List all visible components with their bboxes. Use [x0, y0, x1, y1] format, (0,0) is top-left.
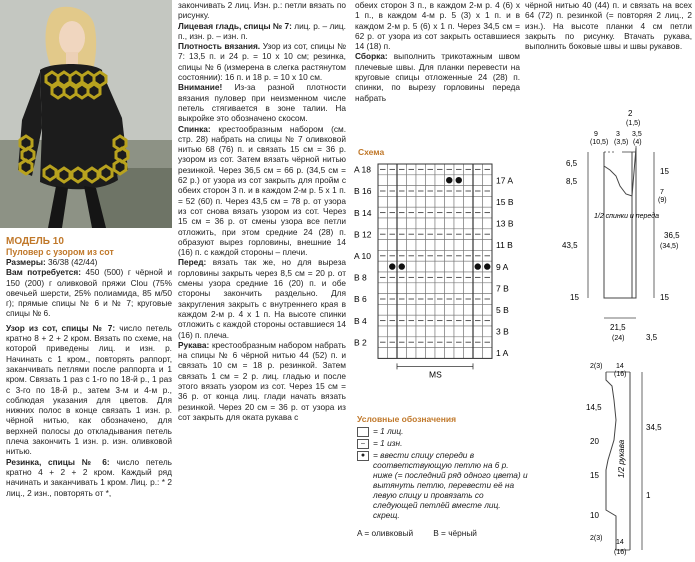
scheme-cell — [388, 283, 398, 294]
scheme-cell — [473, 283, 483, 294]
scheme-cell — [426, 240, 436, 251]
row-label-right: 3 B — [496, 326, 509, 337]
color-b-label: B = чёрный — [433, 528, 477, 538]
scheme-cell — [378, 218, 388, 229]
body-dim: (10,5) — [590, 139, 609, 146]
legend — [357, 426, 529, 538]
scheme-cell — [454, 240, 464, 251]
body-dim: 15 — [570, 293, 579, 302]
scheme-cell — [483, 196, 493, 207]
scheme-cell — [397, 196, 407, 207]
scheme-cell — [464, 175, 474, 186]
body-dim: 15 — [660, 167, 669, 176]
scheme-cell — [483, 283, 493, 294]
scheme-cell — [454, 283, 464, 294]
scheme-cell — [416, 304, 426, 315]
row-label-right: 5 B — [496, 305, 509, 316]
paragraph-rib — [6, 457, 172, 498]
column-4 — [525, 0, 692, 51]
scheme-cell — [445, 326, 455, 337]
dot-stitch — [446, 177, 452, 183]
model-photo — [0, 0, 172, 228]
scheme-cell — [378, 261, 388, 272]
legend-text: = ввести спицу спереди в соответствующую петлю на 6 р. ниже (= последний ряд одного цвета) и вытянуть петлю, перевести её на левую спицу и провязать со следующей петлёй вместе лиц. скрещ. — [373, 450, 528, 520]
scheme-cell — [416, 261, 426, 272]
knitting-scheme — [352, 160, 524, 380]
scheme-cell — [464, 196, 474, 207]
scheme-cell — [397, 218, 407, 229]
heading: Вам потребуется: — [6, 267, 81, 278]
scheme-cell — [388, 218, 398, 229]
body-dim: 2 — [628, 109, 633, 118]
legend-title: Условные обозначения — [357, 414, 457, 424]
scheme-cell — [407, 175, 417, 186]
scheme-cell — [454, 218, 464, 229]
scheme-cell — [416, 240, 426, 251]
column-1 — [6, 236, 172, 498]
row-label-right: 13 B — [496, 218, 514, 229]
legend-text: = 1 лиц. — [373, 426, 404, 436]
sleeve-dim: 14 — [616, 539, 624, 546]
scheme-cell — [397, 348, 407, 359]
legend-text: = 1 изн. — [373, 438, 403, 448]
scheme-cell — [407, 240, 417, 251]
paragraph-assembly — [355, 51, 520, 102]
paragraph-stockinette — [178, 21, 346, 42]
body-dim: 3,5 — [632, 131, 642, 138]
scheme-cell — [397, 326, 407, 337]
body-dim: 3 — [616, 131, 620, 138]
scheme-cell — [378, 326, 388, 337]
body-dim: (9) — [658, 197, 667, 204]
scheme-cell — [426, 326, 436, 337]
scheme-cell — [483, 348, 493, 359]
scheme-cell — [473, 326, 483, 337]
text: 450 (500) г чёрной и 150 (200) г оливковой пряжи Clou (75% овечьей шерсти, 25% полиамида, 85 м/50 г); прямые спицы № 6 и № 7; круговые спицы № 6. — [6, 267, 172, 319]
heading: Внимание! — [178, 82, 223, 93]
body-dim: 43,5 — [562, 241, 578, 250]
scheme-cell — [378, 196, 388, 207]
body-dim: (24) — [612, 335, 625, 342]
paragraph — [178, 0, 346, 21]
row-label-left: A 18 — [354, 164, 372, 175]
body-dim: (4) — [633, 139, 642, 146]
sleeve-piece-label: 1/2 рукава — [617, 439, 626, 478]
text: чёрной нитью 40 (44) п. и связать на всех 64 (72) п. резинкой (= повторяя 2 лиц., 2 изн.). На высоте планки 4 см петли закрыть по рисунку. Втачать рукава, выполнить боковые швы и швы рукавов. — [525, 0, 692, 52]
scheme-cell — [464, 218, 474, 229]
scheme-cell — [435, 283, 445, 294]
scheme-cell — [426, 196, 436, 207]
row-label-left: B 12 — [354, 229, 372, 240]
dot-stitch — [475, 263, 481, 269]
scheme-cell — [435, 196, 445, 207]
body-dim: 21,5 — [610, 323, 626, 332]
scheme-cell — [426, 261, 436, 272]
scheme-cell — [435, 261, 445, 272]
scheme-cell — [445, 240, 455, 251]
body-dim: (1,5) — [626, 120, 641, 127]
scheme-cell — [435, 218, 445, 229]
scheme-cell — [435, 304, 445, 315]
scheme-cell — [388, 240, 398, 251]
scheme-cell — [464, 348, 474, 359]
scheme-cell — [445, 348, 455, 359]
sleeve-dim: 10 — [590, 511, 599, 520]
scheme-cell — [378, 175, 388, 186]
scheme-cell — [454, 261, 464, 272]
dot-symbol-icon: ● — [357, 451, 369, 461]
legend-item-purl — [357, 438, 529, 449]
row-label-left: B 16 — [354, 186, 372, 197]
scheme-cell — [416, 283, 426, 294]
legend-item-knit — [357, 426, 529, 437]
sleeve-dim: 20 — [590, 437, 599, 446]
scheme-cell — [416, 218, 426, 229]
scheme-cell — [426, 283, 436, 294]
heading: Лицевая гладь, спицы № 7: — [178, 20, 292, 31]
text: число петель кратно 4 + 2 + 2 кром. Каждый ряд начинать и заканчивать 1 кром. Лиц. р.: * 2 лиц., 2 изн., повторять от *, — [6, 456, 172, 498]
scheme-cell — [407, 196, 417, 207]
scheme-cell — [445, 196, 455, 207]
heading: Резинка, спицы № 6: — [6, 456, 110, 467]
body-dim: 9 — [594, 131, 598, 138]
heading: Спинка: — [178, 123, 211, 134]
heading: Плотность вязания. — [178, 41, 261, 52]
model-title: МОДЕЛЬ 10 — [6, 236, 64, 247]
body-dim: 6,5 — [566, 159, 578, 168]
scheme-cell — [416, 348, 426, 359]
scheme-cell — [483, 175, 493, 186]
scheme-cell — [397, 304, 407, 315]
sleeve-dim: (16) — [614, 549, 627, 556]
body-dim: 8,5 — [566, 177, 578, 186]
text: 36/38 (42/44) — [45, 257, 98, 267]
scheme-cell — [407, 348, 417, 359]
row-label-right: 1 A — [496, 348, 509, 359]
scheme-cell — [464, 240, 474, 251]
row-label-left: B 4 — [354, 315, 367, 326]
scheme-cell — [416, 196, 426, 207]
heading: Рукава: — [178, 339, 210, 350]
column-2 — [178, 0, 346, 422]
paragraph-materials — [6, 267, 172, 318]
scheme-cell — [388, 175, 398, 186]
text: выполнить трикотажным швом плечевые швы. Для планки перевести на круговые спицы отложенные 24 (28) п. спинки, по вырезу горловины переда набрать — [355, 51, 520, 103]
scheme-cell — [407, 326, 417, 337]
paragraph-honeycomb — [6, 323, 172, 457]
scheme-cell — [464, 326, 474, 337]
scheme-cell — [407, 283, 417, 294]
row-label-right: 11 B — [496, 240, 513, 251]
body-dim: 3,5 — [646, 333, 658, 342]
model-subtitle: Пуловер с узором из сот — [6, 247, 114, 257]
scheme-cell — [426, 348, 436, 359]
scheme-cell — [454, 196, 464, 207]
scheme-cell — [388, 196, 398, 207]
dot-stitch — [389, 263, 395, 269]
body-dim: 7 — [660, 189, 664, 196]
sleeve-dim: (16) — [614, 371, 627, 378]
text: Узор из сот, спицы № 7: 13,5 п. и 24 р. = 10 х 10 см; резинка, спицы № 6 (измерена в слегка растянутом состоянии): 16 п. и 18 р. = 10 х 10 см. — [178, 41, 346, 83]
paragraph-back — [178, 124, 346, 258]
row-label-right: 17 A — [496, 175, 514, 186]
paragraph — [525, 0, 692, 51]
heading: Сборка: — [355, 51, 388, 62]
ms-label: MS — [429, 369, 442, 380]
text: крестообразным набором (см. стр. 28) набрать на спицы № 7 оливковой нитью 68 (76) п. и связать 15 см = 36 р. узором из сот. Затем вязать чёрной нитью резинкой. Через 36,5 см = 66 р. (34,5 см = 62 р.) от узора из сот закрыть для пройм с обеих сторон 3 п. и в каждом 2-м р. 5 х 1 п. = 52 (60) п. Через 43,5 см = 78 р. от узора из сот снова вязать узором из сот. Через 15 см = 36 р. от смены узора все петли отложить, при этом средние 24 (28) п. образуют вырез горловины, внешние 14 (16) п. с каждой стороны – плечи. — [178, 123, 346, 258]
scheme-cell — [416, 175, 426, 186]
scheme-cell — [397, 240, 407, 251]
scheme-cell — [426, 218, 436, 229]
scheme-cell — [407, 304, 417, 315]
scheme-cell — [445, 283, 455, 294]
body-piece-label-text: 1/2 спинки и переда — [594, 213, 659, 220]
text: крестообразным набором набрать на спицы № 6 чёрной нитью 44 (52) п. и связать 10 см = 18 р. резинкой. Затем связать 1 см = 2 р. лиц. гладью и после этого вязать узором из сот. Через 15 см = 36 р. от конца лиц. глади начать вязать резинкой. Через 20 см = 36 р. от узора из сот закрыть для оката рукава с — [178, 339, 346, 422]
scheme-cell — [483, 240, 493, 251]
sleeve-dim: 34,5 — [646, 423, 662, 432]
color-legend — [357, 528, 529, 538]
row-label-left: A 10 — [354, 251, 372, 262]
sleeve-dim: 14,5 — [586, 403, 602, 412]
sleeve-pattern-diagram — [586, 360, 695, 562]
scheme-cell — [426, 304, 436, 315]
scheme-cell — [435, 240, 445, 251]
scheme-cell — [378, 240, 388, 251]
paragraph-gauge — [178, 41, 346, 82]
scheme-cell — [435, 326, 445, 337]
scheme-cell — [454, 348, 464, 359]
scheme-cell — [445, 304, 455, 315]
body-piece-label — [594, 212, 659, 220]
scheme-cell — [464, 283, 474, 294]
scheme-cell — [473, 218, 483, 229]
sleeve-dim: 2(3) — [590, 363, 603, 370]
sleeve-dim: 2(3) — [590, 535, 603, 542]
scheme-cell — [397, 283, 407, 294]
row-label-left: B 2 — [354, 337, 367, 348]
column-3 — [355, 0, 520, 103]
scheme-cell — [397, 175, 407, 186]
body-dim: 36,5 — [664, 231, 680, 240]
sleeve-dim: 15 — [590, 471, 599, 480]
text: вязать так же, но для выреза горловины закрыть через 8,5 см = 20 р. от смены узора средние 16 (20) п. и обе стороны закончить раздельно. Для закругления закрыть с внутреннего края в каждом 2-м р. 4 х 1 п. На высоте спинки отложить с каждой стороны оставшиеся 14 (16) п. плеча. — [178, 257, 346, 340]
paragraph-sleeves — [178, 340, 346, 422]
row-label-right: 7 B — [496, 283, 509, 294]
sleeve-dim: 14 — [616, 363, 624, 370]
dot-stitch — [399, 263, 405, 269]
body-dim: (3,5) — [614, 139, 629, 146]
scheme-cell — [464, 304, 474, 315]
scheme-cell — [454, 326, 464, 337]
scheme-cell — [483, 218, 493, 229]
text: число петель кратно 8 + 2 + 2 кром. Вязать по схеме, на которой приведены лиц. и изн. р. Начинать с 1 кром., повторять раппорт, заканчивать петлями после раппорта и 1 кром. Связать 1 раз с 1-го по 18-й р., 1 раз с 3-го по 18-й р., затем 3-м и 4-м р., соблюдая указания для цветов. Для нижних полос в конце связать 1 изн. р. чёрной нитью, как обозначено, для верхней полосы до откладывания петель плеча закончить 1 изн. р. изн. оливковой нитью. — [6, 322, 172, 457]
scheme-cell — [388, 348, 398, 359]
text: закончивать 2 лиц. Изн. р.: петли вязать по рисунку. — [178, 0, 346, 21]
sleeve-dim: 1 — [646, 491, 651, 500]
heading: Узор из сот, спицы № 7: — [6, 322, 116, 333]
row-label-left: B 14 — [354, 207, 372, 218]
scheme-cell — [378, 304, 388, 315]
scheme-cell — [378, 283, 388, 294]
body-dim: 15 — [660, 293, 669, 302]
scheme-cell — [426, 175, 436, 186]
legend-item-dot — [357, 450, 529, 520]
scheme-cell — [435, 348, 445, 359]
scheme-cell — [483, 304, 493, 315]
scheme-cell — [445, 261, 455, 272]
body-dim: (34,5) — [660, 243, 679, 250]
row-label-right: 15 B — [496, 197, 514, 208]
scheme-cell — [473, 348, 483, 359]
scheme-cell — [445, 218, 455, 229]
scheme-cell — [473, 196, 483, 207]
row-label-right: 9 A — [496, 261, 509, 272]
scheme-cell — [388, 304, 398, 315]
body-pattern-diagram — [560, 108, 695, 358]
text: обеих сторон 3 п., в каждом 2-м р. 4 (6) х 1 п., в каждом 4-м р. 5 (3) х 1 п. и в каждом 2-м р. 5 (6) х 1 п. Через 34,5 см = 62 р. от узора из сот закрыть оставшиеся 14 (18) п. — [355, 0, 520, 52]
scheme-cell — [416, 326, 426, 337]
heading: Размеры: — [6, 257, 46, 267]
paragraph-attention — [178, 82, 346, 123]
scheme-title: Схема — [358, 147, 385, 157]
scheme-cell — [388, 326, 398, 337]
scheme-cell — [435, 175, 445, 186]
dot-stitch — [456, 177, 462, 183]
paragraph — [355, 0, 520, 51]
scheme-cell — [483, 326, 493, 337]
dot-stitch — [484, 263, 490, 269]
row-label-left: B 8 — [354, 272, 367, 283]
paragraph-sizes — [6, 257, 172, 267]
model-photo-illustration — [0, 0, 172, 228]
purl-symbol-icon: – — [357, 439, 369, 449]
scheme-cell — [378, 348, 388, 359]
color-a-label: A = оливковый — [357, 528, 414, 538]
scheme-cell — [473, 175, 483, 186]
scheme-cell — [454, 304, 464, 315]
scheme-cell — [473, 240, 483, 251]
scheme-cell — [407, 218, 417, 229]
heading: Перед: — [178, 257, 207, 268]
scheme-cell — [407, 261, 417, 272]
paragraph-front — [178, 257, 346, 339]
row-label-left: B 6 — [354, 294, 367, 305]
knit-symbol-icon — [357, 427, 369, 437]
scheme-cell — [464, 261, 474, 272]
text: Из-за разной плотности вязания пуловер при неизменном числе петель стягивается в зоне талии. На выкройке это обозначено скосом. — [178, 82, 346, 124]
scheme-cell — [473, 304, 483, 315]
text: лиц. р. – лиц. п., изн. р. – изн. п. — [178, 20, 346, 41]
